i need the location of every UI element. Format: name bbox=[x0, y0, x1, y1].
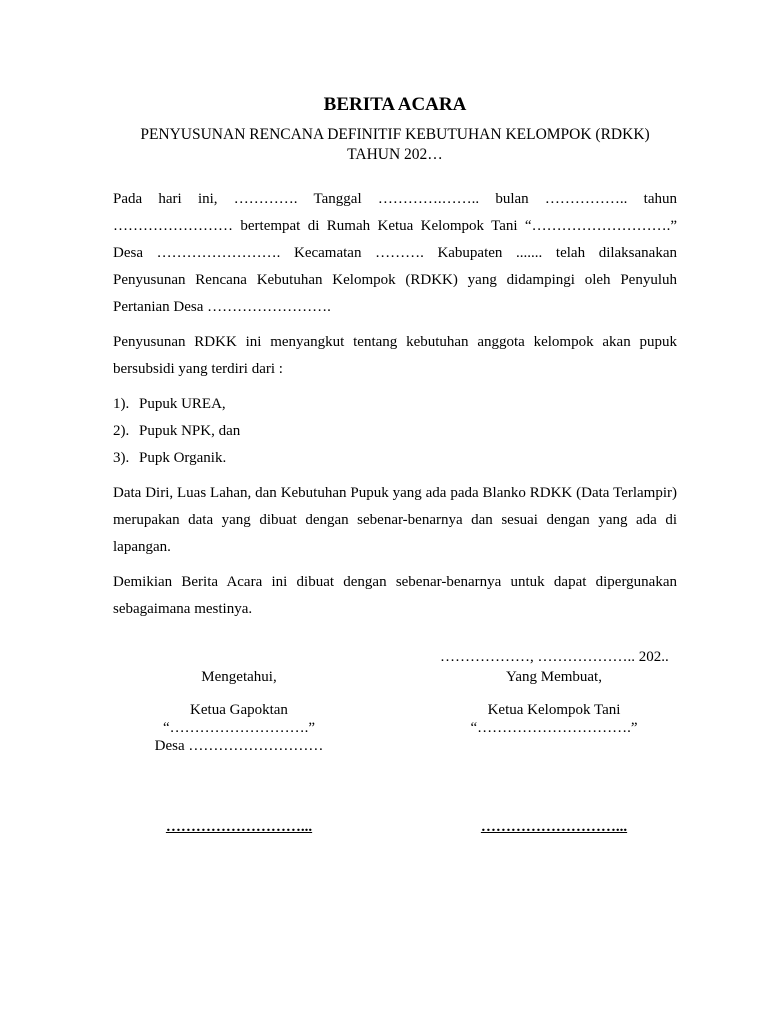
paragraph-opening: Pada hari ini, …………. Tanggal ………….…….. bulan …………….. tahun …………………… bertempat di Rumah Ketua Kelompok Tani “……………………….” Desa ……………………. Kecamatan ………. Kabupaten ....... telah dilaksanakan Penyusunan Rencana Kebutuhan Kelompok (RDKK) yang didampingi oleh Penyuluh Pertanian Desa ……………………. bbox=[113, 191, 677, 315]
sig-left-name-blank: “……………………….” bbox=[162, 720, 316, 736]
sig-left-signature-line: ………………………... bbox=[165, 819, 313, 835]
list-item bbox=[113, 391, 677, 418]
list-text: Pupuk UREA, bbox=[139, 396, 226, 412]
sig-left-role: Ketua Gapoktan bbox=[190, 702, 288, 718]
signature-date-line: ………………, ……………….. 202.. bbox=[440, 649, 669, 665]
list-item bbox=[113, 418, 677, 445]
signature-block-left bbox=[115, 668, 363, 835]
subtitle-line-1: PENYUSUNAN RENCANA DEFINITIF KEBUTUHAN KELOMPOK (RDKK) bbox=[140, 126, 650, 143]
document-subtitle bbox=[0, 125, 768, 165]
list-number: 1). bbox=[113, 396, 130, 412]
sig-right-name-blank: “………………………….” bbox=[470, 720, 638, 736]
list-number: 2). bbox=[113, 423, 130, 439]
document-body bbox=[113, 186, 677, 631]
paragraph-data-statement: Data Diri, Luas Lahan, dan Kebutuhan Pupuk yang ada pada Blanko RDKK (Data Terlampir) merupakan data yang dibuat dengan sebenar-benarnya dan sesuai dengan yang ada di lapangan. bbox=[113, 485, 677, 555]
list-item bbox=[113, 445, 677, 472]
sig-right-maker: Yang Membuat, bbox=[506, 669, 602, 685]
signature-block-right bbox=[430, 668, 678, 835]
sig-left-acknowledged: Mengetahui, bbox=[201, 669, 277, 685]
subtitle-line-2: TAHUN 202… bbox=[347, 146, 443, 163]
sig-right-signature-line: ………………………... bbox=[480, 819, 628, 835]
sig-left-village: Desa ……………………… bbox=[154, 738, 324, 754]
paragraph-fertilizer-intro: Penyusunan RDKK ini menyangkut tentang kebutuhan anggota kelompok akan pupuk bersubsidi yang terdiri dari : bbox=[113, 334, 677, 377]
sig-right-role: Ketua Kelompok Tani bbox=[487, 702, 621, 718]
list-text: Pupuk NPK, dan bbox=[139, 423, 241, 439]
document-title: BERITA ACARA bbox=[323, 94, 467, 115]
fertilizer-list bbox=[113, 391, 677, 472]
list-text: Pupk Organik. bbox=[139, 450, 227, 466]
list-number: 3). bbox=[113, 450, 130, 466]
paragraph-closing: Demikian Berita Acara ini dibuat dengan sebenar-benarnya untuk dapat dipergunakan sebagaimana mestinya. bbox=[113, 574, 677, 617]
